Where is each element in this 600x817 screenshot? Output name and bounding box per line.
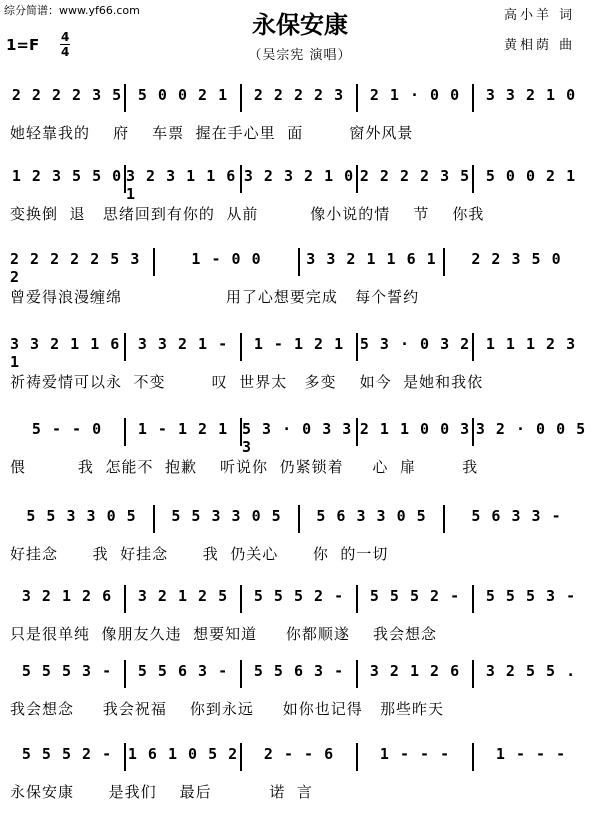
measure-notes: 3 3 2 1 - — [137, 335, 229, 353]
measure — [10, 418, 126, 446]
measure-notes: 5 5 5 2 - — [369, 587, 461, 605]
notes-line — [10, 743, 588, 777]
measure — [126, 660, 242, 688]
measure-notes: 2 2 2 2 2 5 3 2 — [10, 250, 141, 286]
measure-notes: 3 2 1 2 6 — [369, 662, 461, 680]
measure — [10, 333, 126, 371]
measure — [126, 743, 242, 771]
measure — [242, 165, 358, 193]
measure-notes: 1 1 1 2 3 — [485, 335, 577, 353]
measure-notes: 3 2 3 2 1 0 — [243, 167, 355, 185]
score-row — [10, 248, 588, 318]
lyrics-line: 她轻靠我的 府 车票 握在手心里 面 窗外风景 — [10, 124, 414, 142]
measure-notes: 1 - - - — [495, 745, 567, 763]
notes-line — [10, 505, 588, 539]
score-row — [10, 418, 588, 488]
measure-notes: 3 2 · 0 0 5 — [475, 420, 587, 438]
measure-notes: 1 - 1 2 1 — [253, 335, 345, 353]
time-signature-top: 4 — [61, 30, 70, 44]
measure — [242, 585, 358, 613]
measure-notes: 1 6 1 0 5 2 — [127, 745, 239, 763]
measure-notes: 3 2 5 5 . — [485, 662, 577, 680]
measure-notes: 2 1 1 0 0 3 — [359, 420, 471, 438]
measure-notes: 1 - 1 2 1 — [137, 420, 229, 438]
measure — [358, 165, 474, 193]
measure — [126, 84, 242, 112]
measure — [10, 505, 155, 533]
measure-notes: 5 6 3 3 - — [471, 507, 562, 525]
measure — [358, 585, 474, 613]
measure — [474, 585, 588, 613]
measure — [10, 660, 126, 688]
measure — [242, 743, 358, 771]
composer-credit: 黄相荫 曲 — [504, 38, 576, 53]
score-row — [10, 585, 588, 655]
measure-notes: 5 5 3 3 0 5 — [171, 507, 282, 525]
measure-notes: 5 3 · 0 3 3 3 — [242, 420, 353, 456]
score-row — [10, 84, 588, 154]
measure-notes: 5 5 5 2 - — [253, 587, 345, 605]
measure-notes: 5 6 3 3 0 5 — [316, 507, 427, 525]
measure — [474, 165, 588, 193]
measure-notes: 5 5 6 3 - — [137, 662, 229, 680]
measure-notes: 5 - - 0 — [31, 420, 103, 438]
measure — [242, 333, 358, 361]
measure-notes: 5 5 5 3 - — [485, 587, 577, 605]
measure — [10, 585, 126, 613]
measure — [126, 333, 242, 361]
measure-notes: 2 1 · 0 0 — [369, 86, 461, 104]
measure-notes: 5 0 0 2 1 — [137, 86, 229, 104]
time-signature-bottom: 4 — [61, 45, 70, 59]
lyrics-line: 好挂念 我 好挂念 我 仍关心 你 的一切 — [10, 545, 389, 563]
measure-notes: 3 2 1 2 5 — [137, 587, 229, 605]
measure-notes: 2 - - 6 — [263, 745, 335, 763]
score-row — [10, 165, 588, 235]
measure-notes: 2 2 3 5 0 — [471, 250, 562, 268]
measure-notes: 2 2 2 2 3 — [253, 86, 345, 104]
singer-credit: （吴宗宪 演唱） — [248, 48, 352, 63]
score-row — [10, 660, 588, 730]
measure — [242, 418, 358, 456]
lyricist-credit: 高小羊 词 — [504, 8, 576, 23]
measure — [10, 84, 126, 112]
measure — [474, 333, 588, 361]
measure-notes: 5 5 6 3 - — [253, 662, 345, 680]
score-row — [10, 743, 588, 813]
lyrics-line: 偎 我 怎能不 抱歉 听说你 仍紧锁着 心 扉 我 — [10, 458, 479, 476]
measure — [445, 248, 588, 276]
score-row — [10, 333, 588, 403]
measure — [358, 333, 474, 361]
measure-notes: 5 5 5 3 - — [21, 662, 113, 680]
measure-notes: 2 2 2 2 3 5 — [359, 167, 471, 185]
measure — [242, 84, 358, 112]
notes-line — [10, 585, 588, 619]
notes-line — [10, 333, 588, 371]
measure — [126, 585, 242, 613]
measure — [358, 743, 474, 771]
measure — [358, 418, 474, 446]
measure — [242, 660, 358, 688]
source-url: 综分简谱：www.yf66.com — [4, 4, 140, 17]
notes-line — [10, 660, 588, 694]
measure-notes: 3 3 2 1 1 6 1 — [306, 250, 437, 268]
measure-notes: 5 3 · 0 3 2 — [359, 335, 471, 353]
notes-line — [10, 84, 588, 118]
measure-notes: 3 3 2 1 1 6 1 — [10, 335, 121, 371]
measure-notes: 1 2 3 5 5 0 — [11, 167, 123, 185]
measure-notes: 3 3 2 1 0 — [485, 86, 577, 104]
measure — [358, 84, 474, 112]
song-title: 永保安康 — [252, 11, 348, 39]
notes-line — [10, 418, 588, 456]
measure-notes: 2 2 2 2 3 5 — [11, 86, 123, 104]
lyrics-line: 只是很单纯 像朋友久违 想要知道 你都顺遂 我会想念 — [10, 625, 437, 643]
measure-notes: 1 - 0 0 — [191, 250, 262, 268]
measure — [126, 165, 242, 203]
measure — [10, 248, 155, 286]
measure — [126, 418, 242, 446]
measure — [445, 505, 588, 533]
key-signature: 1=F — [6, 36, 40, 54]
notes-line — [10, 165, 588, 203]
measure — [474, 418, 588, 446]
lyrics-line: 我会想念 我会祝福 你到永远 如你也记得 那些昨天 — [10, 700, 445, 718]
lyrics-line: 曾爱得浪漫缠绵 用了心想要完成 每个誓约 — [10, 288, 420, 306]
measure-notes: 5 5 5 2 - — [21, 745, 113, 763]
lyrics-line: 祈祷爱情可以永 不变 叹 世界太 多变 如今 是她和我依 — [10, 373, 484, 391]
lyrics-line: 永保安康 是我们 最后 诺 言 — [10, 783, 313, 801]
measure-notes: 5 5 3 3 0 5 — [26, 507, 137, 525]
measure — [155, 248, 300, 276]
measure — [10, 165, 126, 193]
measure — [474, 660, 588, 688]
measure-notes: 3 2 3 1 1 6 1 — [126, 167, 237, 203]
measure — [155, 505, 300, 533]
measure — [300, 505, 445, 533]
measure-notes: 5 0 0 2 1 — [485, 167, 577, 185]
measure — [300, 248, 445, 276]
lyrics-line: 变换倒 退 思绪回到有你的 从前 像小说的情 节 你我 — [10, 205, 485, 223]
score-row — [10, 505, 588, 575]
measure-notes: 1 - - - — [379, 745, 451, 763]
measure — [358, 660, 474, 688]
measure — [474, 743, 588, 771]
notes-line — [10, 248, 588, 286]
measure — [474, 84, 588, 112]
measure-notes: 3 2 1 2 6 — [21, 587, 113, 605]
measure — [10, 743, 126, 771]
